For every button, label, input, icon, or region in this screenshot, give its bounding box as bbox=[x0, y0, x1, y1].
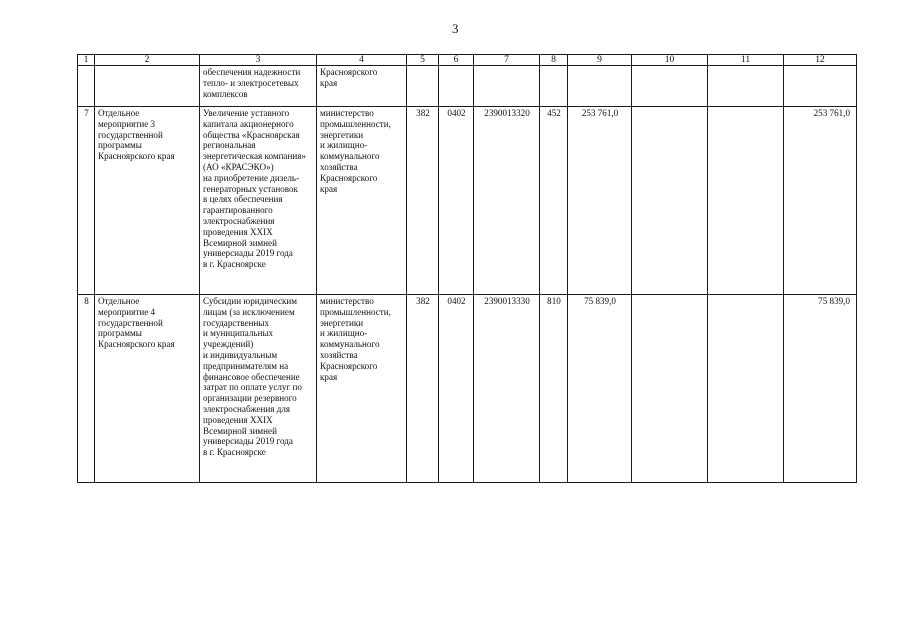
cell-expense-type: 452 bbox=[540, 107, 568, 295]
column-number-header: 6 bbox=[439, 55, 474, 66]
cell-amount-col12 bbox=[784, 66, 857, 107]
cell-row-number bbox=[78, 66, 95, 107]
cell-amount-col11 bbox=[708, 66, 784, 107]
column-number-header-row bbox=[78, 55, 857, 66]
cell-amount-col12: 75 839,0 bbox=[784, 295, 857, 483]
cell-executor: Красноярского края bbox=[317, 66, 407, 107]
cell-executor: министерство промышленности, энергетики и жилищно- коммунального хозяйства Красноярского края bbox=[317, 295, 407, 483]
cell-target-code: 2390013320 bbox=[474, 107, 540, 295]
cell-ministry-code: 382 bbox=[407, 107, 439, 295]
column-number-header: 4 bbox=[317, 55, 407, 66]
cell-amount-col10 bbox=[632, 66, 708, 107]
cell-amount-col10 bbox=[632, 107, 708, 295]
column-number-header: 7 bbox=[474, 55, 540, 66]
cell-ministry-code: 382 bbox=[407, 295, 439, 483]
column-number-header: 8 bbox=[540, 55, 568, 66]
cell-measure-name bbox=[95, 66, 200, 107]
column-number-header: 1 bbox=[78, 55, 95, 66]
column-number-header: 10 bbox=[632, 55, 708, 66]
cell-amount-col12: 253 761,0 bbox=[784, 107, 857, 295]
cell-amount-col11 bbox=[708, 295, 784, 483]
cell-amount-col9: 253 761,0 bbox=[568, 107, 632, 295]
cell-measure-name: Отдельное мероприятие 4 государственной программы Красноярского края bbox=[95, 295, 200, 483]
cell-amount-col11 bbox=[708, 107, 784, 295]
cell-description: обеспечения надежности тепло- и электросетевых комплексов bbox=[200, 66, 317, 107]
budget-table bbox=[77, 54, 857, 483]
cell-section-code: 0402 bbox=[439, 295, 474, 483]
cell-expense-type bbox=[540, 66, 568, 107]
cell-amount-col9 bbox=[568, 66, 632, 107]
column-number-header: 9 bbox=[568, 55, 632, 66]
cell-amount-col9: 75 839,0 bbox=[568, 295, 632, 483]
column-number-header: 3 bbox=[200, 55, 317, 66]
cell-measure-name: Отдельное мероприятие 3 государственной программы Красноярского края bbox=[95, 107, 200, 295]
cell-target-code: 2390013330 bbox=[474, 295, 540, 483]
cell-description: Субсидии юридическим лицам (за исключением государственных и муниципальных учреждений) и индивидуальным предпринимателям на финансовое обеспечение затрат по оплате услуг по организации резервного электроснабжения для проведения XXIX Всемирной зимней универсиады 2019 года в г. Красноярске bbox=[200, 295, 317, 483]
cell-section-code bbox=[439, 66, 474, 107]
cell-row-number: 8 bbox=[78, 295, 95, 483]
cell-amount-col10 bbox=[632, 295, 708, 483]
column-number-header: 12 bbox=[784, 55, 857, 66]
table-row bbox=[78, 107, 857, 295]
column-number-header: 2 bbox=[95, 55, 200, 66]
column-number-header: 11 bbox=[708, 55, 784, 66]
cell-executor: министерство промышленности, энергетики и жилищно- коммунального хозяйства Красноярского края bbox=[317, 107, 407, 295]
cell-row-number: 7 bbox=[78, 107, 95, 295]
cell-expense-type: 810 bbox=[540, 295, 568, 483]
column-number-header: 5 bbox=[407, 55, 439, 66]
cell-ministry-code bbox=[407, 66, 439, 107]
cell-section-code: 0402 bbox=[439, 107, 474, 295]
cell-target-code bbox=[474, 66, 540, 107]
table-row bbox=[78, 295, 857, 483]
table-row-continuation bbox=[78, 66, 857, 107]
page-number: 3 bbox=[452, 21, 459, 36]
cell-description: Увеличение уставного капитала акционерного общества «Красноярская региональная энергетическая компания» (АО «КРАСЭКО») на приобретение дизель- генераторных установок в целях обеспечения гарантированного электроснабжения проведения XXIX Всемирной зимней универсиады 2019 года в г. Красноярске bbox=[200, 107, 317, 295]
